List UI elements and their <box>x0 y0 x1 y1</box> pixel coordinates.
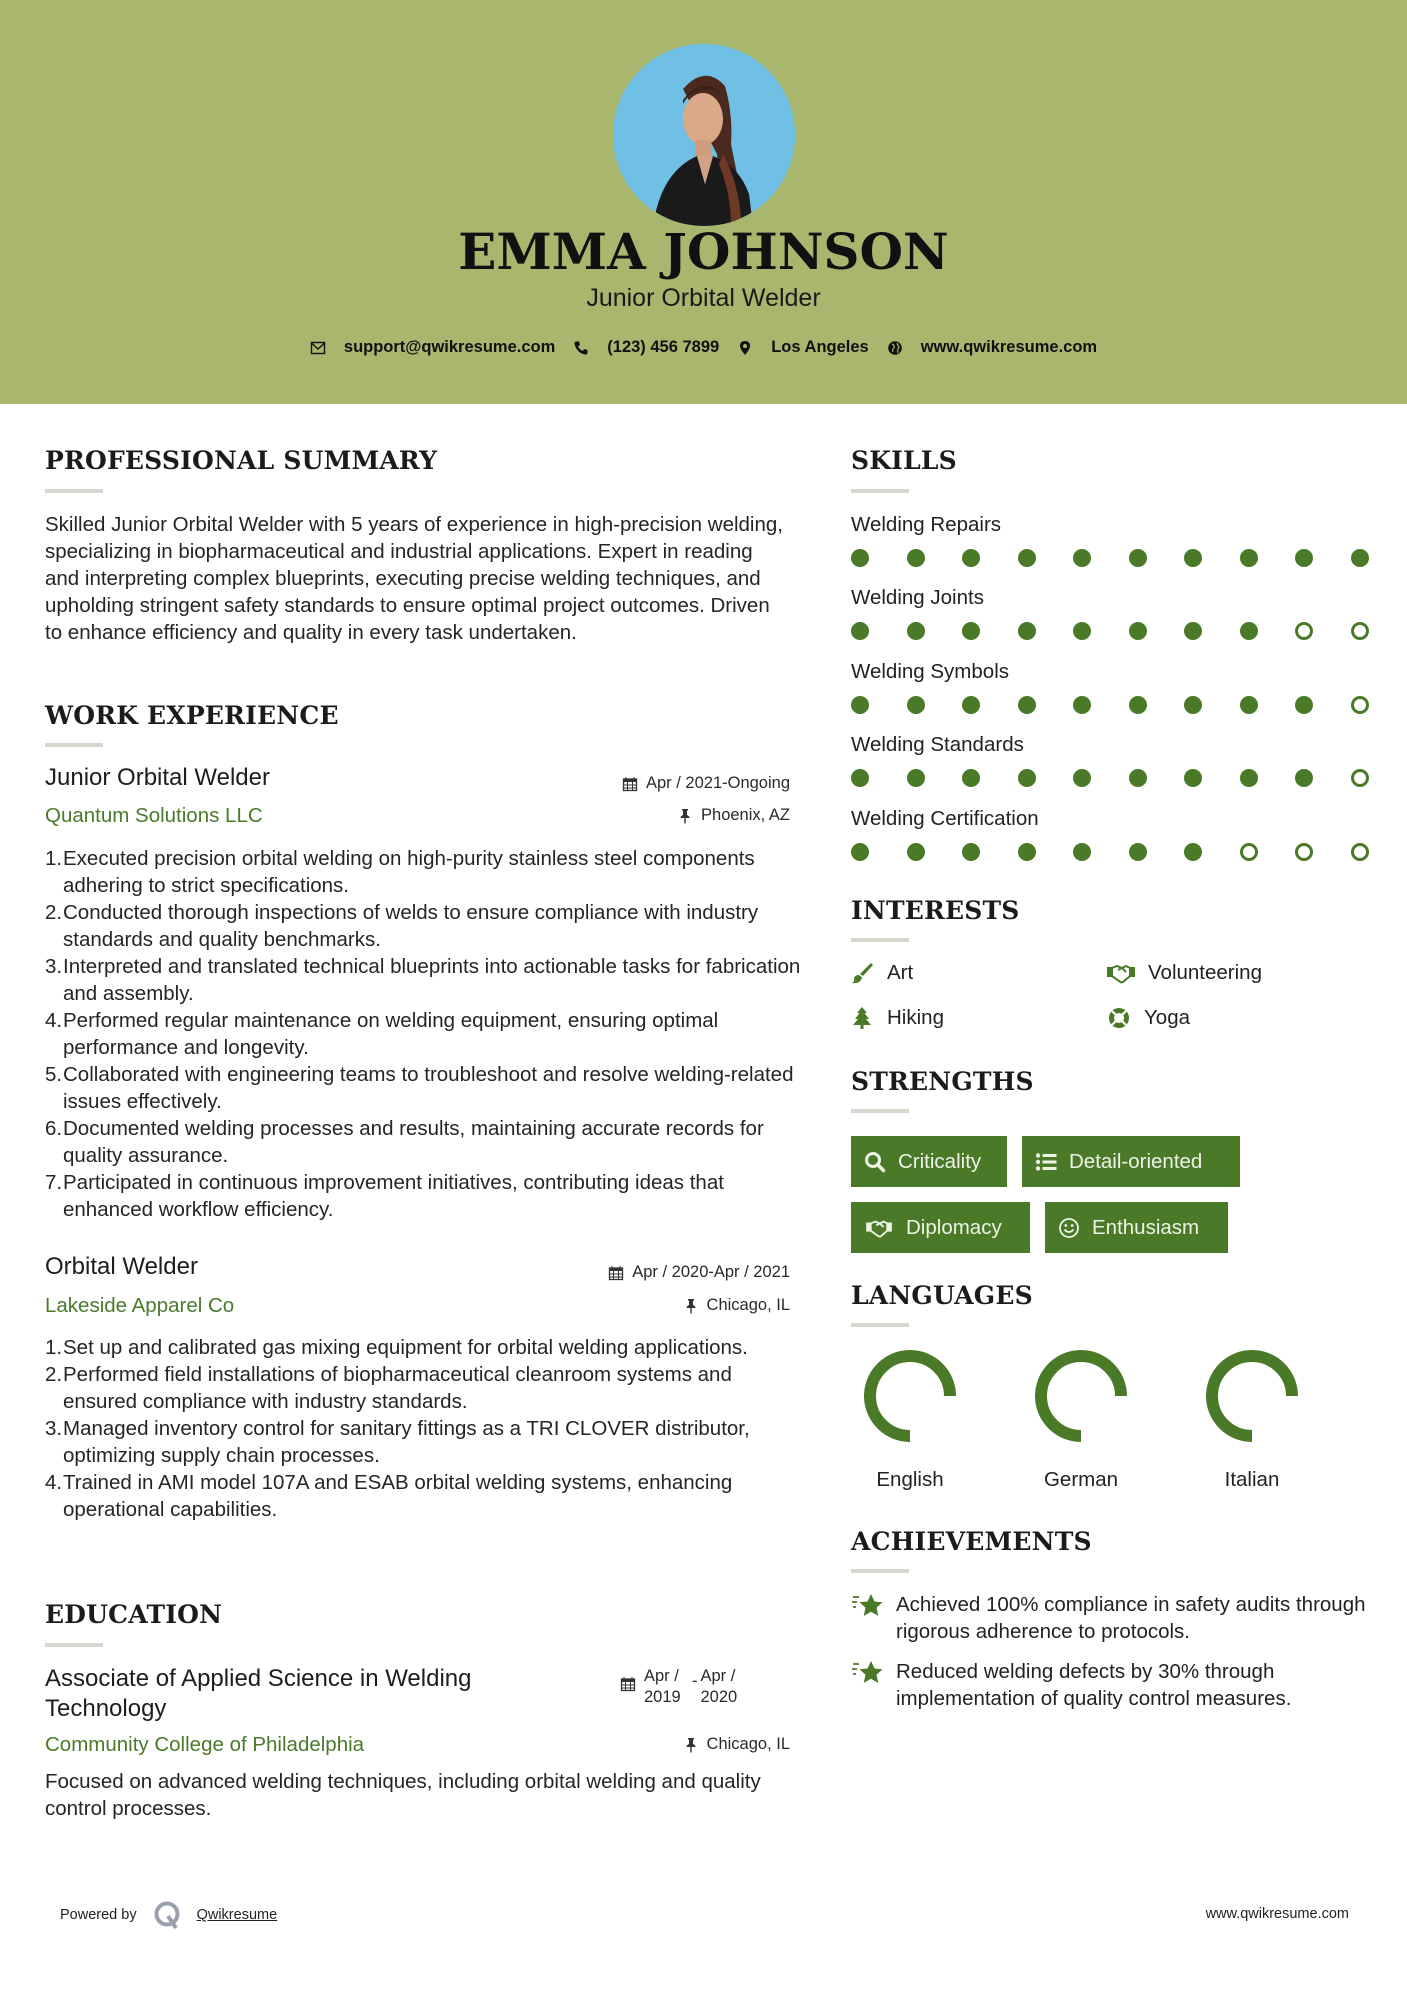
rating-dot-filled <box>1184 622 1202 640</box>
job-location-text: Chicago, IL <box>706 1296 790 1314</box>
skill-label: Welding Standards <box>851 733 1024 756</box>
interest-art: Art <box>849 960 913 986</box>
duty-item: 1. Executed precision orbital welding on high-purity stainless steel components adhering to strict specifications. <box>45 847 755 897</box>
skill-label: Welding Repairs <box>851 513 1002 536</box>
map-marker-icon <box>737 340 753 356</box>
interest-volunteering: Volunteering <box>1106 960 1262 986</box>
rating-dot-filled <box>962 696 980 714</box>
job-location-text: Phoenix, AZ <box>701 806 790 824</box>
section-divider <box>45 489 103 493</box>
rating-dot-filled <box>1240 549 1258 567</box>
rating-dot-filled <box>1184 843 1202 861</box>
rating-dot-filled <box>851 696 869 714</box>
rating-dot-empty <box>1351 622 1369 640</box>
duty-item: 2. Conducted thorough inspections of welds to ensure compliance with industry standards and quality benchmarks. <box>45 901 759 951</box>
duty-item: 1. Set up and calibrated gas mixing equipment for orbital welding applications. <box>45 1336 748 1359</box>
rating-dot-filled <box>1240 769 1258 787</box>
skill-rating <box>851 696 1406 714</box>
rating-dot-filled <box>1018 843 1036 861</box>
skill-label: Welding Certification <box>851 807 1039 830</box>
phone-text: (123) 456 7899 <box>607 338 720 356</box>
candidate-name: EMMA JOHNSON <box>458 222 949 281</box>
interest-hiking: Hiking <box>849 1005 944 1031</box>
website-text: www.qwikresume.com <box>920 338 1098 356</box>
degree-title: Associate of Applied Science in Welding Technology <box>45 1665 472 1722</box>
qwikresume-logo-icon <box>153 1900 183 1930</box>
section-divider <box>851 1323 909 1327</box>
rating-dot-empty <box>1295 843 1313 861</box>
contact-phone[interactable] <box>573 338 719 357</box>
rating-dot-filled <box>1129 549 1147 567</box>
language-german: German <box>1021 1350 1141 1492</box>
tree-icon <box>849 1005 875 1031</box>
section-divider <box>851 938 909 942</box>
paintbrush-icon <box>849 960 875 986</box>
rating-dot-filled <box>962 622 980 640</box>
section-title-summary: PROFESSIONAL SUMMARY <box>45 446 438 475</box>
job-dates-text: Apr / 2021-Ongoing <box>645 774 790 792</box>
rating-dot-filled <box>962 843 980 861</box>
handshake-icon <box>863 1216 895 1240</box>
calendar-icon <box>608 1265 624 1281</box>
interest-yoga: Yoga <box>1106 1005 1190 1031</box>
handshake-icon <box>1106 960 1136 986</box>
rating-dot-filled <box>1129 769 1147 787</box>
rating-dot-filled <box>1073 622 1091 640</box>
rating-dot-filled <box>1129 696 1147 714</box>
contact-row <box>0 338 1407 357</box>
strength-chip-enthusiasm: Enthusiasm <box>1045 1202 1228 1253</box>
strength-chip-diplomacy: Diplomacy <box>851 1202 1030 1253</box>
duty-item: 3. Interpreted and translated technical blueprints into actionable tasks for fabrication and assembly. <box>45 955 801 1005</box>
rating-dot-filled <box>1240 622 1258 640</box>
contact-location <box>737 338 869 357</box>
section-divider <box>851 1569 909 1573</box>
education-description: Focused on advanced welding techniques, including orbital welding and quality control processes. <box>45 1770 761 1820</box>
thumbtack-icon <box>683 1737 699 1753</box>
rating-dot-filled <box>1073 696 1091 714</box>
job-duties-list <box>45 845 805 1223</box>
job-duties-list <box>45 1334 805 1523</box>
section-title-strengths: STRENGTHS <box>851 1067 1034 1096</box>
search-icon <box>863 1150 887 1174</box>
resume-header <box>0 0 1407 404</box>
rating-dot-filled <box>907 549 925 567</box>
language-ring-icon <box>1206 1350 1298 1442</box>
section-title-experience: WORK EXPERIENCE <box>45 701 339 730</box>
footer-powered-by: Powered by Qwikresume <box>60 1900 277 1930</box>
skill-label: Welding Symbols <box>851 660 1009 683</box>
section-divider <box>851 489 909 493</box>
language-ring-icon <box>864 1350 956 1442</box>
duty-item: 3. Managed inventory control for sanitary fittings as a TRI CLOVER distributor, optimizing supply chain processes. <box>45 1417 750 1467</box>
rating-dot-filled <box>1351 549 1369 567</box>
duty-item: 4. Performed regular maintenance on welding equipment, ensuring optimal performance and longevity. <box>45 1009 719 1059</box>
rating-dot-filled <box>1018 696 1036 714</box>
education-dates: Apr / 2019 - Apr / 2020 <box>620 1666 737 1708</box>
job-dates <box>622 774 790 793</box>
job-location <box>677 806 790 825</box>
rating-dot-filled <box>851 549 869 567</box>
rating-dot-empty <box>1351 843 1369 861</box>
rating-dot-filled <box>1018 769 1036 787</box>
skill-rating <box>851 549 1406 567</box>
skill-rating <box>851 769 1406 787</box>
rating-dot-filled <box>907 696 925 714</box>
job-dates-text: Apr / 2020-Apr / 2021 <box>632 1263 790 1281</box>
location-text: Los Angeles <box>771 338 869 356</box>
rating-dot-filled <box>1018 622 1036 640</box>
strength-chip-detail-oriented: Detail-oriented <box>1022 1136 1240 1187</box>
skill-rating <box>851 622 1406 640</box>
thumbtack-icon <box>677 808 693 824</box>
company-name: Lakeside Apparel Co <box>45 1294 235 1317</box>
rating-dot-filled <box>1073 843 1091 861</box>
rating-dot-filled <box>1184 769 1202 787</box>
footer-website[interactable]: www.qwikresume.com <box>1205 1906 1349 1922</box>
section-divider <box>45 743 103 747</box>
company-name: Quantum Solutions LLC <box>45 804 263 827</box>
contact-email[interactable] <box>310 338 555 357</box>
life-ring-icon <box>1106 1005 1132 1031</box>
person-portrait-icon <box>613 44 795 226</box>
job-location <box>683 1296 790 1315</box>
rating-dot-filled <box>851 769 869 787</box>
duty-item: 2. Performed field installations of biopharmaceutical cleanroom systems and ensured compliance with industry standards. <box>45 1363 732 1413</box>
phone-icon <box>573 340 589 356</box>
rating-dot-filled <box>962 549 980 567</box>
summary-text: Skilled Junior Orbital Welder with 5 years of experience in high-precision welding, specializing in biopharmaceutical and industrial applications. Expert in reading and interpreting complex blueprints, executing precise welding techniques, and upholding stringent safety standards to ensure optimal project outcomes. Driven to enhance efficiency and quality in every task undertaken. <box>45 513 783 644</box>
list-icon <box>1034 1150 1058 1174</box>
section-title-languages: LANGUAGES <box>851 1281 1033 1310</box>
education-location: Chicago, IL <box>683 1735 790 1754</box>
job-dates <box>608 1263 790 1282</box>
star-achievement-icon <box>851 1591 885 1621</box>
rating-dot-filled <box>1240 696 1258 714</box>
rating-dot-filled <box>851 843 869 861</box>
duty-item: 6. Documented welding processes and results, maintaining accurate records for quality assurance. <box>45 1117 764 1167</box>
rating-dot-filled <box>1184 696 1202 714</box>
rating-dot-filled <box>907 769 925 787</box>
profile-photo <box>613 44 795 226</box>
envelope-icon <box>310 340 326 356</box>
globe-icon <box>887 340 903 356</box>
rating-dot-empty <box>1351 769 1369 787</box>
skill-label: Welding Joints <box>851 586 984 609</box>
section-title-skills: SKILLS <box>851 446 957 475</box>
section-title-interests: INTERESTS <box>851 896 1020 925</box>
rating-dot-filled <box>851 622 869 640</box>
star-achievement-icon <box>851 1658 885 1688</box>
job-title: Junior Orbital Welder <box>45 764 270 791</box>
duty-item: 7. Participated in continuous improvement initiatives, contributing ideas that enhanced workflow efficiency. <box>45 1171 724 1221</box>
language-italian: Italian <box>1192 1350 1312 1492</box>
language-ring-icon <box>1035 1350 1127 1442</box>
email-text: support@qwikresume.com <box>343 338 556 356</box>
duty-item: 5. Collaborated with engineering teams to troubleshoot and resolve welding-related issues effectively. <box>45 1063 794 1113</box>
language-english: English <box>850 1350 970 1492</box>
rating-dot-filled <box>1073 549 1091 567</box>
smile-icon <box>1057 1216 1081 1240</box>
rating-dot-empty <box>1351 696 1369 714</box>
rating-dot-filled <box>1184 549 1202 567</box>
section-divider <box>851 1109 909 1113</box>
rating-dot-filled <box>907 622 925 640</box>
rating-dot-filled <box>1129 843 1147 861</box>
achievement-item: Achieved 100% compliance in safety audits through rigorous adherence to protocols. <box>851 1591 1371 1645</box>
section-divider <box>45 1643 103 1647</box>
job-title: Orbital Welder <box>45 1253 198 1280</box>
rating-dot-filled <box>1129 622 1147 640</box>
rating-dot-filled <box>1073 769 1091 787</box>
calendar-icon <box>622 776 638 792</box>
contact-website[interactable] <box>887 338 1097 357</box>
rating-dot-filled <box>962 769 980 787</box>
rating-dot-empty <box>1295 622 1313 640</box>
duty-item: 4. Trained in AMI model 107A and ESAB orbital welding systems, enhancing operational capabilities. <box>45 1471 733 1521</box>
skill-rating <box>851 843 1406 861</box>
section-title-education: EDUCATION <box>45 1600 223 1629</box>
thumbtack-icon <box>683 1298 699 1314</box>
achievement-item: Reduced welding defects by 30% through implementation of quality control measures. <box>851 1658 1371 1712</box>
school-name: Community College of Philadelphia <box>45 1733 365 1756</box>
rating-dot-filled <box>1018 549 1036 567</box>
candidate-title: Junior Orbital Welder <box>586 284 821 312</box>
rating-dot-filled <box>1295 696 1313 714</box>
calendar-icon <box>620 1676 636 1692</box>
qwikresume-link[interactable]: Qwikresume <box>196 1907 278 1923</box>
rating-dot-filled <box>1295 549 1313 567</box>
strength-chip-criticality: Criticality <box>851 1136 1007 1187</box>
rating-dot-empty <box>1240 843 1258 861</box>
rating-dot-filled <box>1295 769 1313 787</box>
rating-dot-filled <box>907 843 925 861</box>
section-title-achievements: ACHIEVEMENTS <box>851 1527 1092 1556</box>
